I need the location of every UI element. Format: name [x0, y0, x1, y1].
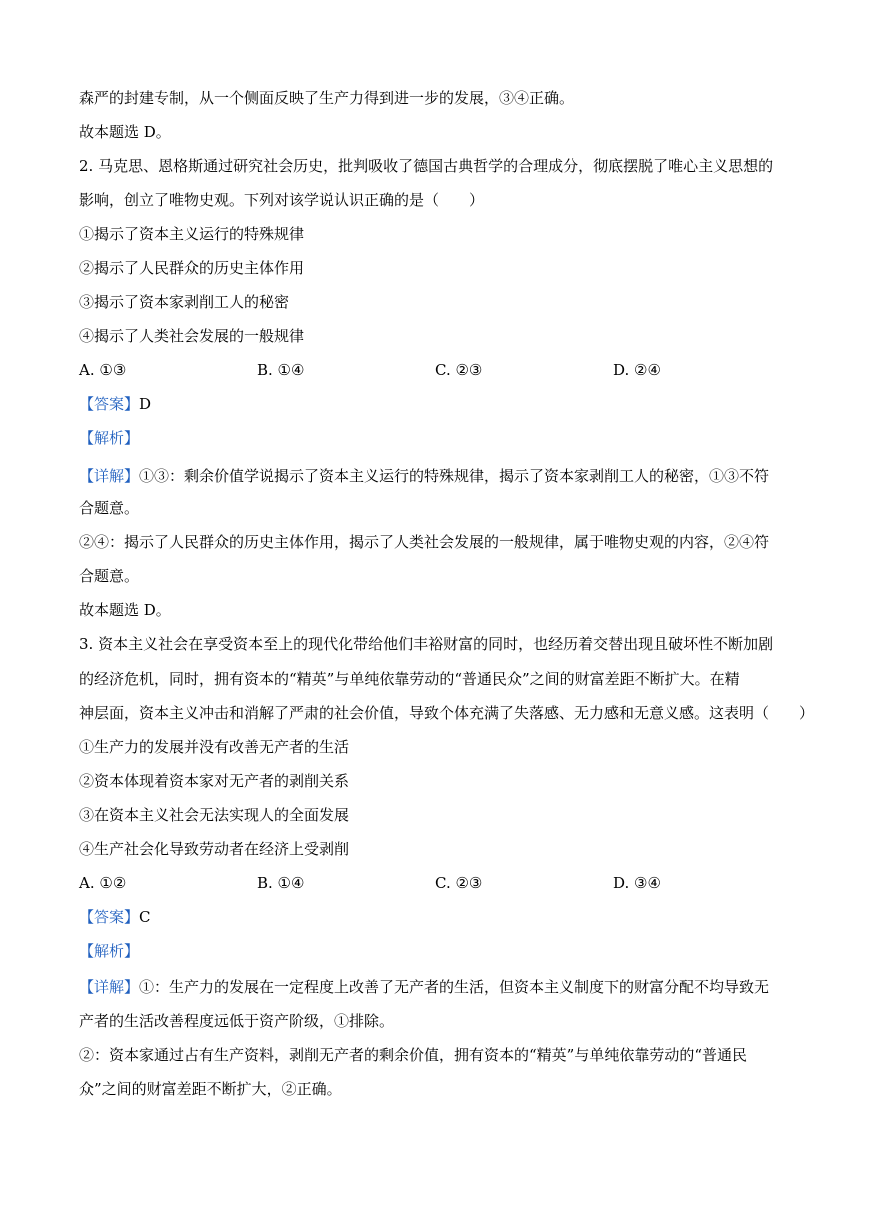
q2-detail-line-1	[79, 465, 799, 487]
q2-option-d: D. ②④	[613, 361, 661, 379]
q2-detail-line-2: 合题意。	[79, 499, 140, 517]
detail-text: ①：生产力的发展在一定程度上改善了无产者的生活，但资本主义制度下的财富分配不均导致无	[139, 978, 770, 996]
detail-text: ①③：剩余价值学说揭示了资本主义运行的特殊规律，揭示了资本家剥削工人的秘密，①③不符	[139, 467, 770, 485]
q2-stem-line-1: 2. 马克思、恩格斯通过研究社会历史，批判吸收了德国古典哲学的合理成分，彻底摆脱了唯心主义思想的	[79, 157, 774, 175]
q3-item-3: ③在资本主义社会无法实现人的全面发展	[79, 806, 350, 824]
q3-analysis-heading	[79, 940, 799, 962]
q2-detail-line-4: 合题意。	[79, 567, 140, 585]
q2-option-c: C. ②③	[435, 361, 483, 379]
detail-tag: 【详解】	[79, 467, 140, 485]
q3-stem-line-1: 3. 资本主义社会在享受资本至上的现代化带给他们丰裕财富的同时，也经历着交替出现且破坏性不断加剧	[79, 635, 774, 653]
q2-conclusion: 故本题选 D。	[79, 601, 171, 619]
q2-answer	[79, 393, 799, 415]
q3-detail-line-4: 众”之间的财富差距不断扩大，②正确。	[79, 1080, 342, 1098]
q2-item-1: ①揭示了资本主义运行的特殊规律	[79, 225, 305, 243]
q2-option-b: B. ①④	[257, 361, 305, 379]
q2-item-2: ②揭示了人民群众的历史主体作用	[79, 259, 305, 277]
q2-item-4: ④揭示了人类社会发展的一般规律	[79, 327, 305, 345]
answer-tag: 【答案】	[79, 395, 140, 413]
q2-item-3: ③揭示了资本家剥削工人的秘密	[79, 293, 290, 311]
analysis-tag: 【解析】	[79, 429, 140, 447]
answer-value: D	[139, 395, 152, 413]
q3-stem-line-2: 的经济危机，同时，拥有资本的“精英”与单纯依靠劳动的“普通民众”之间的财富差距不断扩大。在精	[79, 670, 740, 688]
q3-detail-line-3: ②：资本家通过占有生产资料，剥削无产者的剩余价值，拥有资本的“精英”与单纯依靠劳动的“普通民	[79, 1046, 748, 1064]
q3-option-a: A. ①②	[79, 874, 127, 892]
q3-detail-line-1	[79, 976, 799, 998]
q3-option-c: C. ②③	[435, 874, 483, 892]
q2-detail-line-3: ②④：揭示了人民群众的历史主体作用，揭示了人类社会发展的一般规律，属于唯物史观的内容，②④符	[79, 533, 770, 551]
q3-item-2: ②资本体现着资本家对无产者的剥削关系	[79, 772, 350, 790]
analysis-tag: 【解析】	[79, 942, 140, 960]
answer-tag: 【答案】	[79, 908, 140, 926]
q3-item-1: ①生产力的发展并没有改善无产者的生活	[79, 738, 350, 756]
q2-stem-line-2: 影响，创立了唯物史观。下列对该学说认识正确的是（ ）	[79, 191, 485, 209]
prev-explanation-line: 森严的封建专制，从一个侧面反映了生产力得到进一步的发展，③④正确。	[79, 89, 575, 107]
answer-value: C	[139, 908, 151, 926]
detail-tag: 【详解】	[79, 978, 140, 996]
q3-answer	[79, 906, 799, 928]
q3-stem-line-3: 神层面，资本主义冲击和消解了严肃的社会价值，导致个体充满了失落感、无力感和无意义感。这表明（ ）	[79, 704, 815, 722]
q3-option-d: D. ③④	[613, 874, 661, 892]
q2-option-a: A. ①③	[79, 361, 127, 379]
q3-detail-line-2: 产者的生活改善程度远低于资产阶级，①排除。	[79, 1012, 395, 1030]
prev-conclusion: 故本题选 D。	[79, 123, 171, 141]
q3-item-4: ④生产社会化导致劳动者在经济上受剥削	[79, 840, 350, 858]
q3-option-b: B. ①④	[257, 874, 305, 892]
q2-analysis-heading	[79, 427, 799, 449]
